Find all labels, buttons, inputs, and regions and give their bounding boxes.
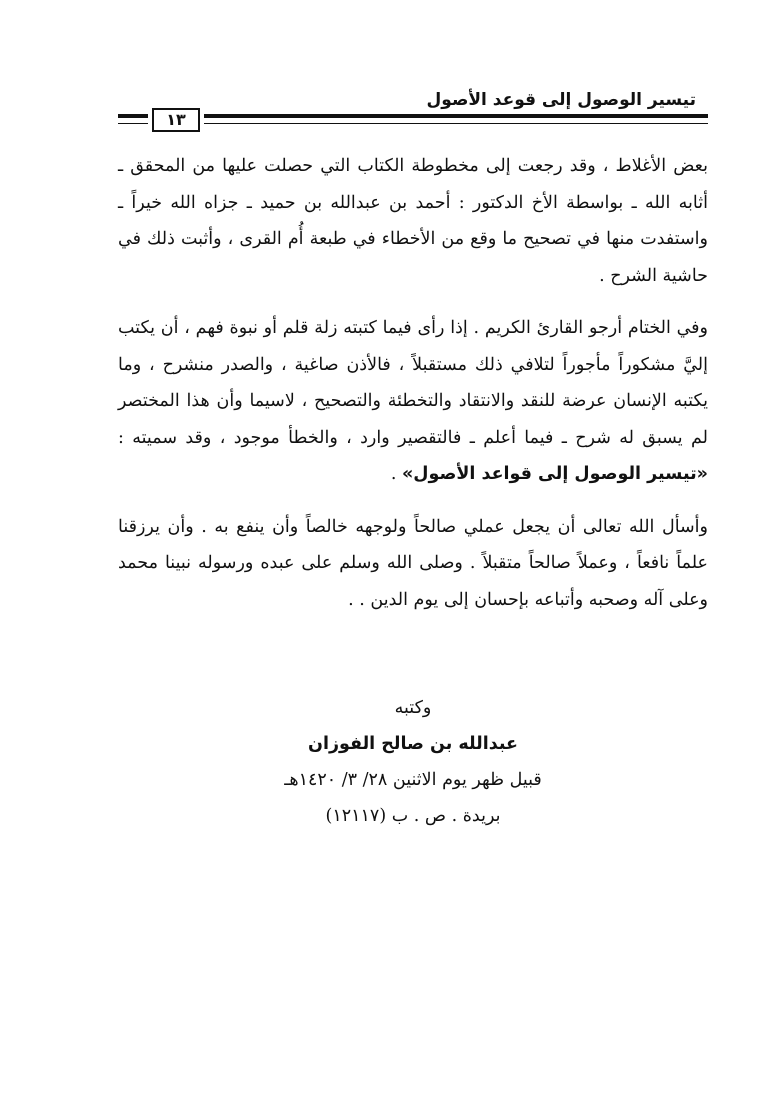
page-header [118,86,708,136]
running-title: تيسير الوصول إلى قوعد الأصول [426,90,696,110]
address-line: بريدة . ص . ب (١٢١١٧) [325,806,501,826]
paragraph-3: وأسأل الله تعالى أن يجعل عملي صالحاً ولوجهه خالصاً وأن ينفع به . وأن يرزقنا علماً نافعاً ، وعملاً صالحاً متقبلاً . وصلى الله وسلم على عبده ورسوله نبينا محمد وعلى آله وصحبه وأتباعه بإحسان إلى يوم الدين . . [118,516,708,610]
paragraph-2-text: وفي الختام أرجو القارئ الكريم . إذا رأى فيما كتبته زلة قلم أو نبوة فهم ، أن يكتب إليَّ مشكوراً مأجوراً لتلافي ذلك مستقبلاً ، فالأذن صاغية ، والصدر منشرح ، وما يكتبه الإنسان عرضة للنقد والانتقاد والتخطئة والتصحيح ، لاسيما وأن هذا المختصر لم يسبق له شرح ـ فيما أعلم ـ فالتقصير وارد ، والخطأ موجود ، وقد سميته : [118,318,708,448]
paragraph-1: بعض الأغلاط ، وقد رجعت إلى مخطوطة الكتاب التي حصلت عليها من المحقق ـ أثابه الله ـ بواسطة الأخ الدكتور : أحمد بن عبدالله بن حميد ـ جزاه الله خيراً ـ واستفدت منها في تصحيح ما وقع من الأخطاء في طبعة أُم القرى ، وأثبت ذلك في حاشية الشرح . [118,156,708,286]
date-line: قبيل ظهر يوم الاثنين ٢٨/ ٣/ ١٤٢٠هـ [284,770,542,790]
book-title: «تيسير الوصول إلى قواعد الأصول» [401,464,708,484]
page-number: ١٣ [152,108,200,132]
signature-block [118,690,708,834]
paragraph-2 [118,310,708,493]
author-name: عبدالله بن صالح الفوزان [308,734,518,754]
signature-wrote-it: وكتبه [394,698,432,718]
body-text [118,148,708,634]
header-rule-left [118,114,148,124]
paragraph-2-end: . [390,464,402,484]
header-rule-right [204,114,708,124]
